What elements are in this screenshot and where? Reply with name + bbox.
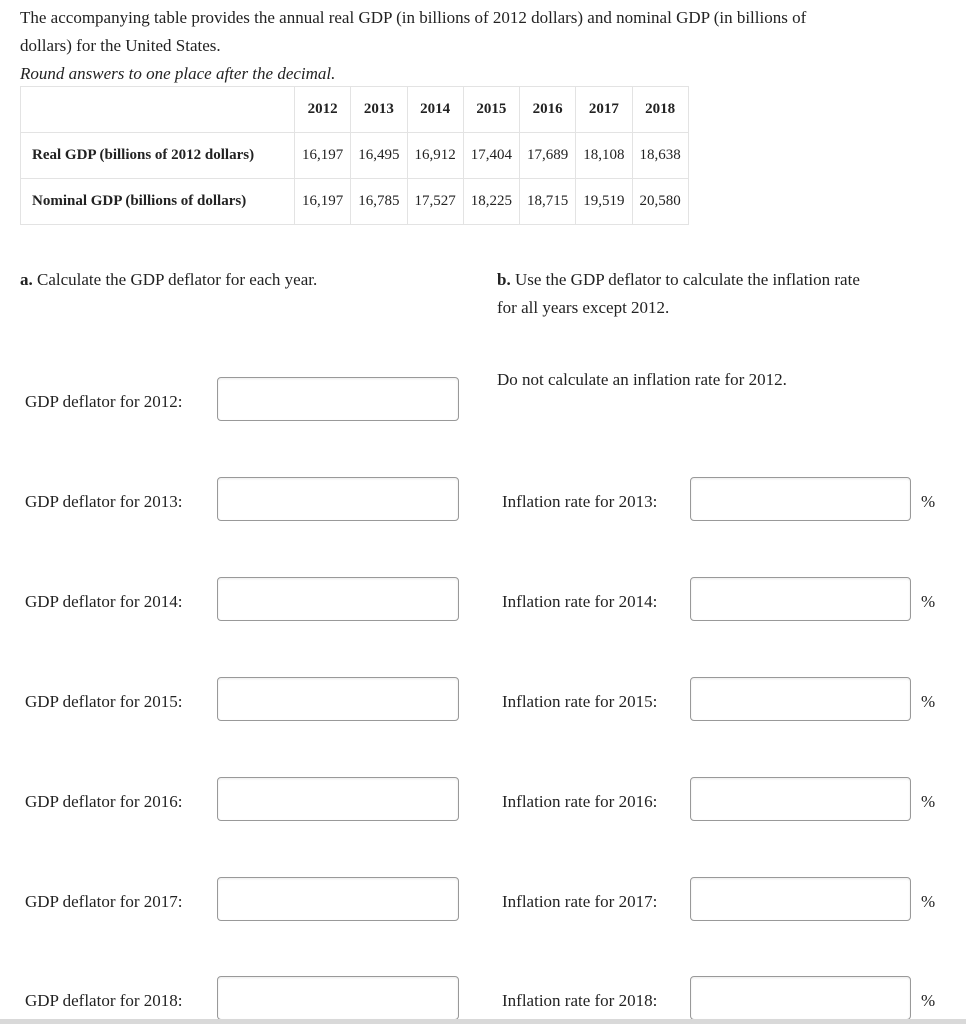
part-b-note: Do not calculate an inflation rate for 2012. [497,370,787,389]
percent-unit: % [921,592,936,611]
year-header: 2015 [463,87,519,133]
nominal-gdp-value: 18,715 [520,179,576,225]
part-b-text-line-1: Use the GDP deflator to calculate the inflation rate [514,270,860,289]
rounding-instruction: Round answers to one place after the decimal. [20,64,336,83]
inflation-2014-field[interactable] [690,577,911,621]
inflation-2018-field[interactable] [690,976,911,1020]
year-header: 2018 [632,87,688,133]
inflation-2015-input[interactable] [691,678,910,720]
inflation-2016-input[interactable] [691,778,910,820]
intro-line-1: The accompanying table provides the annual real GDP (in billions of 2012 dollars) and nominal GDP (in billions of [20,8,807,27]
year-header: 2016 [520,87,576,133]
deflator-2012-label: GDP deflator for 2012: [25,392,183,411]
nominal-gdp-value: 18,225 [463,179,519,225]
part-b-letter: b. [497,270,511,289]
inflation-2014-label: Inflation rate for 2014: [502,592,658,611]
part-b-prompt [497,266,937,322]
nominal-gdp-value: 19,519 [576,179,632,225]
part-a-letter: a. [20,270,33,289]
problem-intro [20,4,950,88]
deflator-2017-input[interactable] [218,878,458,920]
inflation-2018-label: Inflation rate for 2018: [502,991,658,1010]
page-bottom-edge [0,1019,966,1024]
inflation-2015-field[interactable] [690,677,911,721]
real-gdp-value: 18,638 [632,133,688,179]
table-header-row [21,87,689,133]
inflation-2013-field[interactable] [690,477,911,521]
deflator-2013-label: GDP deflator for 2013: [25,492,183,511]
percent-unit: % [921,692,936,711]
real-gdp-value: 18,108 [576,133,632,179]
inflation-2014-input[interactable] [691,578,910,620]
inflation-2015-label: Inflation rate for 2015: [502,692,658,711]
deflator-2015-label: GDP deflator for 2015: [25,692,183,711]
deflator-2014-label: GDP deflator for 2014: [25,592,183,611]
real-gdp-value: 16,495 [351,133,407,179]
part-a-text: Calculate the GDP deflator for each year. [37,270,318,289]
percent-unit: % [921,991,936,1010]
inflation-2017-input[interactable] [691,878,910,920]
deflator-2015-input[interactable] [218,678,458,720]
deflator-2016-label: GDP deflator for 2016: [25,792,183,811]
deflator-2017-field[interactable] [217,877,459,921]
deflator-2018-input[interactable] [218,977,458,1019]
year-header: 2014 [407,87,463,133]
inflation-2017-field[interactable] [690,877,911,921]
inflation-2016-field[interactable] [690,777,911,821]
deflator-2015-field[interactable] [217,677,459,721]
percent-unit: % [921,792,936,811]
deflator-2018-field[interactable] [217,976,459,1020]
deflator-2016-input[interactable] [218,778,458,820]
nominal-gdp-value: 16,785 [351,179,407,225]
part-a-prompt [20,266,317,294]
percent-unit: % [921,892,936,911]
real-gdp-row-label: Real GDP (billions of 2012 dollars) [21,133,295,179]
deflator-2013-field[interactable] [217,477,459,521]
gdp-table [20,86,689,225]
table-row-real-gdp [21,133,689,179]
nominal-gdp-value: 16,197 [295,179,351,225]
deflator-2018-label: GDP deflator for 2018: [25,991,183,1010]
intro-line-2: dollars) for the United States. [20,36,221,55]
inflation-2013-label: Inflation rate for 2013: [502,492,658,511]
deflator-2014-input[interactable] [218,578,458,620]
real-gdp-value: 16,912 [407,133,463,179]
part-b-text-line-2: for all years except 2012. [497,298,670,317]
inflation-2016-label: Inflation rate for 2016: [502,792,658,811]
year-header: 2017 [576,87,632,133]
real-gdp-value: 16,197 [295,133,351,179]
deflator-2012-field[interactable] [217,377,459,421]
real-gdp-value: 17,404 [463,133,519,179]
nominal-gdp-row-label: Nominal GDP (billions of dollars) [21,179,295,225]
table-corner-cell [21,87,295,133]
deflator-2014-field[interactable] [217,577,459,621]
real-gdp-value: 17,689 [520,133,576,179]
deflator-2012-input[interactable] [218,378,458,420]
nominal-gdp-value: 17,527 [407,179,463,225]
nominal-gdp-value: 20,580 [632,179,688,225]
year-header: 2013 [351,87,407,133]
inflation-2013-input[interactable] [691,478,910,520]
deflator-2016-field[interactable] [217,777,459,821]
deflator-2013-input[interactable] [218,478,458,520]
deflator-2017-label: GDP deflator for 2017: [25,892,183,911]
inflation-2017-label: Inflation rate for 2017: [502,892,658,911]
inflation-2018-input[interactable] [691,977,910,1019]
percent-unit: % [921,492,936,511]
year-header: 2012 [295,87,351,133]
table-row-nominal-gdp [21,179,689,225]
